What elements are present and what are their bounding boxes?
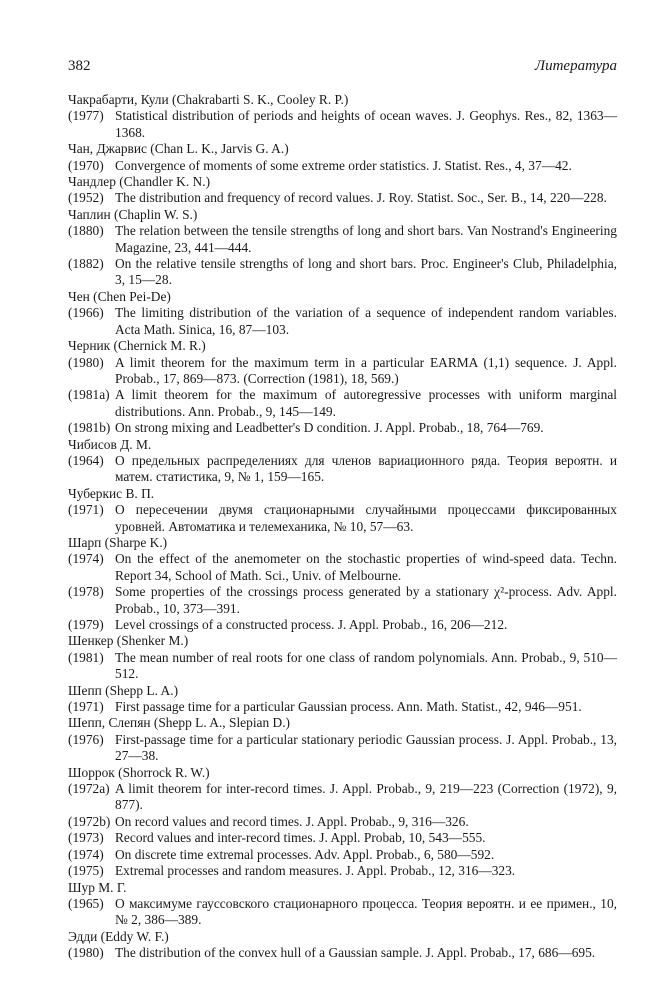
reference-list	[68, 92, 617, 962]
reference-entry	[68, 305, 617, 338]
reference-entry	[68, 945, 617, 961]
reference-entry	[68, 158, 617, 174]
reference-year: (1976)	[68, 731, 104, 747]
reference-year: (1980)	[68, 354, 104, 370]
reference-author: Чуберкис В. П.	[68, 485, 155, 501]
reference-year: (1972b)	[68, 813, 111, 829]
reference-text: On the relative tensile strengths of long and short bars. Proc. Engineer's Club, Philadelphia, 3, 15—28.	[115, 256, 617, 288]
reference-text: A limit theorem for inter-record times. J. Appl. Probab., 9, 219—223 (Correction (1972), 9, 877).	[115, 781, 617, 813]
reference-text: О предельных распределениях для членов вариационного ряда. Теория вероятн. и матем. статистика, 9, № 1, 159—165.	[115, 452, 617, 485]
reference-author: Чен (Chen Pei-De)	[68, 288, 171, 304]
reference-text: Level crossings of a constructed process. J. Appl. Probab., 16, 206—212.	[115, 617, 508, 632]
reference-entry	[68, 223, 617, 256]
reference-text: First passage time for a particular Gaussian process. Ann. Math. Statist., 42, 946—951.	[115, 699, 582, 715]
reference-entry	[68, 732, 617, 765]
reference-entry	[68, 847, 617, 863]
reference-year: (1971)	[68, 502, 104, 518]
reference-author: Черник (Chernick M. R.)	[68, 338, 206, 354]
reference-author: Шенкер (Shenker M.)	[68, 633, 189, 649]
reference-year: (1978)	[68, 584, 104, 600]
reference-year: (1977)	[68, 108, 104, 124]
reference-author: Чибисов Д. М.	[68, 436, 152, 452]
reference-entry	[68, 190, 617, 206]
reference-text: On strong mixing and Leadbetter's D condition. J. Appl. Probab., 18, 764—769.	[115, 420, 544, 436]
reference-text: Record values and inter-record times. J. Appl. Probab, 10, 543—555.	[115, 830, 486, 846]
reference-year: (1981)	[68, 649, 104, 665]
reference-text: О максимуме гауссовского стационарного процесса. Теория вероятн. и ее примен., 10, № 2, 386—389.	[115, 895, 617, 928]
reference-entry	[68, 387, 617, 420]
reference-text: Some properties of the crossings process generated by a stationary χ²-process. Adv. Appl. Probab., 10, 373—391.	[115, 584, 617, 616]
reference-entry	[68, 896, 617, 929]
reference-author: Шарп (Sharpe K.)	[68, 534, 168, 550]
reference-text: The limiting distribution of the variation of a sequence of independent random variables. Acta Math. Sinica, 16, 87—103.	[115, 305, 617, 337]
reference-year: (1980)	[68, 945, 104, 961]
reference-author: Чаплин (Chaplin W. S.)	[68, 206, 198, 222]
reference-author: Шоррок (Shorrock R. W.)	[68, 764, 210, 780]
reference-author: Чан, Джарвис (Chan L. K., Jarvis G. A.)	[68, 141, 289, 157]
reference-text: On discrete time extremal processes. Adv. Appl. Probab., 6, 580—592.	[115, 846, 495, 862]
reference-entry	[68, 551, 617, 584]
reference-text: First-passage time for a particular stationary periodic Gaussian process. J. Appl. Probab., 13, 27—38.	[115, 731, 617, 764]
reference-year: (1974)	[68, 551, 104, 567]
running-title: Литература	[534, 58, 617, 74]
reference-text: The mean number of real roots for one class of random polynomials. Ann. Probab., 9, 510—512.	[115, 649, 617, 682]
reference-text: On record values and record times. J. Appl. Probab., 9, 316—326.	[115, 813, 469, 829]
reference-year: (1972a)	[68, 781, 110, 797]
reference-entry	[68, 584, 617, 617]
reference-entry	[68, 453, 617, 486]
reference-text: A limit theorem for the maximum term in a particular EARMA (1,1) sequence. J. Appl. Probab., 17, 869—873. (Correction (1981), 18, 569.)	[115, 354, 617, 386]
reference-entry	[68, 781, 617, 814]
reference-entry	[68, 863, 617, 879]
reference-year: (1966)	[68, 305, 104, 321]
reference-entry	[68, 830, 617, 846]
reference-author: Шур М. Г.	[68, 879, 127, 895]
reference-year: (1981a)	[68, 387, 110, 403]
reference-entry	[68, 502, 617, 535]
reference-text: Convergence of moments of some extreme order statistics. J. Statist. Res., 4, 37—42.	[115, 157, 572, 173]
reference-entry	[68, 814, 617, 830]
reference-entry	[68, 355, 617, 388]
reference-text: A limit theorem for the maximum of autoregressive processes with uniform marginal distributions. Ann. Probab., 9, 145—149.	[115, 387, 617, 419]
reference-year: (1975)	[68, 863, 104, 879]
reference-entry	[68, 256, 617, 289]
reference-author: Шепп, Слепян (Shepp L. A., Slepian D.)	[68, 715, 290, 731]
running-header	[68, 58, 617, 75]
reference-year: (1965)	[68, 895, 104, 911]
reference-year: (1971)	[68, 699, 104, 715]
reference-year: (1964)	[68, 452, 104, 468]
page-number: 382	[68, 58, 91, 74]
reference-entry	[68, 617, 617, 633]
reference-entry	[68, 420, 617, 436]
reference-entry	[68, 650, 617, 683]
reference-text: Extremal processes and random measures. J. Appl. Probab., 12, 316—323.	[115, 863, 516, 879]
reference-author: Чакрабарти, Кули (Chakrabarti S. K., Cooley R. P.)	[68, 92, 349, 107]
reference-text: The relation between the tensile strengths of long and short bars. Van Nostrand's Engineering Magazine, 23, 441—444.	[115, 223, 617, 255]
reference-year: (1970)	[68, 157, 104, 173]
reference-text: The distribution of the convex hull of a Gaussian sample. J. Appl. Probab., 17, 686—695.	[115, 945, 596, 961]
reference-author: Чандлер (Chandler K. N.)	[68, 174, 211, 190]
reference-year: (1880)	[68, 223, 104, 239]
reference-year: (1952)	[68, 190, 104, 206]
reference-text: О пересечении двумя стационарными случайными процессами фиксированных уровней. Автоматика и телемеханика, № 10, 57—63.	[115, 502, 617, 534]
reference-text: On the effect of the anemometer on the stochastic properties of wind-speed data. Techn. Report 34, School of Math. Sci., Univ. of Melbourne.	[115, 551, 617, 583]
reference-entry	[68, 699, 617, 715]
reference-year: (1973)	[68, 830, 104, 846]
reference-text: The distribution and frequency of record values. J. Roy. Statist. Soc., Ser. B., 14, 220—228.	[115, 190, 607, 206]
reference-entry	[68, 108, 617, 141]
reference-author: Шепп (Shepp L. A.)	[68, 682, 179, 698]
reference-text: Statistical distribution of periods and heights of ocean waves. J. Geophys. Res., 82, 1363—1368.	[115, 108, 617, 140]
reference-year: (1882)	[68, 256, 104, 272]
reference-year: (1979)	[68, 617, 104, 632]
reference-author: Эдди (Eddy W. F.)	[68, 928, 169, 944]
reference-year: (1974)	[68, 846, 104, 862]
reference-year: (1981b)	[68, 420, 111, 436]
